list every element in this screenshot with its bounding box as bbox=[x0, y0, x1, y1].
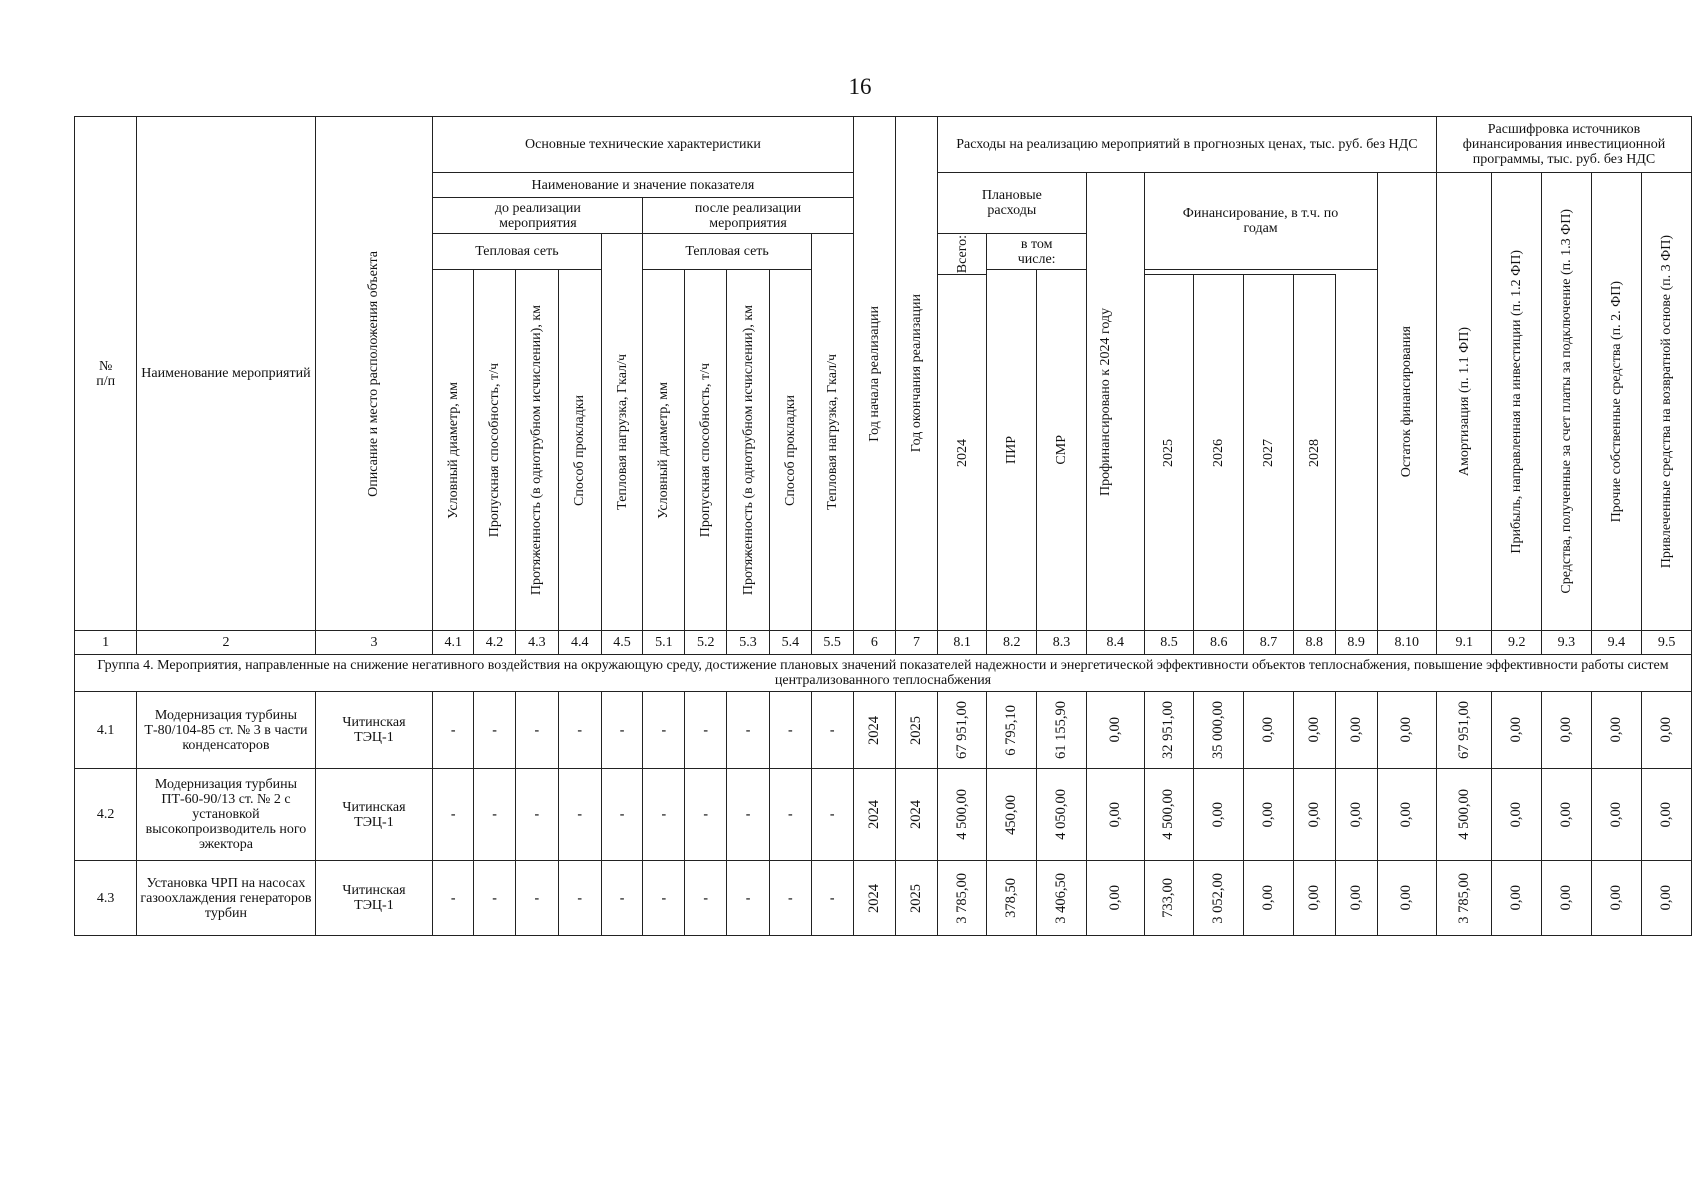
row-value: 35 000,00 bbox=[1194, 692, 1244, 769]
col-num: 7 bbox=[896, 631, 938, 655]
header-2028: 2028 bbox=[1293, 275, 1335, 631]
header-prefinanced: Профинансировано к 2024 году bbox=[1086, 173, 1144, 631]
row-value: 0,00 bbox=[1244, 861, 1294, 936]
header-sources: Расшифровка источников финансирования инвестиционной программы, тыс. руб. без НДС bbox=[1437, 117, 1692, 173]
row-dash: - bbox=[769, 861, 811, 936]
row-value: 0,00 bbox=[1086, 692, 1144, 769]
row-dash: - bbox=[433, 769, 474, 861]
row-value: 0,00 bbox=[1086, 861, 1144, 936]
row-dash: - bbox=[601, 769, 643, 861]
row-name: Модернизация турбины Т-80/104-85 ст. № 3 в части конденсаторов bbox=[137, 692, 315, 769]
row-value: 0,00 bbox=[1591, 692, 1642, 769]
col-num: 2 bbox=[137, 631, 315, 655]
row-value: 0,00 bbox=[1244, 692, 1294, 769]
row-value: 0,00 bbox=[1377, 692, 1436, 769]
row-value: 4 500,00 bbox=[1437, 769, 1492, 861]
header-2025: 2025 bbox=[1144, 275, 1194, 631]
row-dash: - bbox=[558, 692, 601, 769]
header-own: Прочие собственные средства (п. 2. ФП) bbox=[1591, 173, 1642, 631]
row-dash: - bbox=[558, 861, 601, 936]
header-capacity: Пропускная способность, т/ч bbox=[474, 270, 516, 631]
header-year-start: Год начала реализации bbox=[853, 117, 896, 631]
row-value: 0,00 bbox=[1293, 861, 1335, 936]
col-num: 5.5 bbox=[811, 631, 853, 655]
row-dash: - bbox=[515, 769, 558, 861]
col-num: 8.3 bbox=[1037, 631, 1087, 655]
row-dash: - bbox=[769, 692, 811, 769]
row-value: 0,00 bbox=[1335, 861, 1377, 936]
page-number: 16 bbox=[848, 74, 872, 99]
row-dash: - bbox=[643, 769, 685, 861]
row-value: 0,00 bbox=[1542, 861, 1592, 936]
col-num: 9.5 bbox=[1642, 631, 1692, 655]
header-profit: Прибыль, направленная на инвестиции (п. 1.2 ФП) bbox=[1492, 173, 1542, 631]
row-dash: - bbox=[474, 861, 516, 936]
header-desc-text: Описание и место расположения объекта bbox=[366, 250, 382, 497]
col-num: 8.1 bbox=[937, 631, 987, 655]
col-num: 8.5 bbox=[1144, 631, 1194, 655]
header-num: № п/п bbox=[75, 117, 137, 631]
col-num: 4.3 bbox=[515, 631, 558, 655]
row-dash: - bbox=[601, 692, 643, 769]
col-num: 8.4 bbox=[1086, 631, 1144, 655]
row-dash: - bbox=[558, 769, 601, 861]
header-planned: Плановые расходы bbox=[937, 173, 1086, 234]
row-dash: - bbox=[643, 861, 685, 936]
row-value: 0,00 bbox=[1542, 769, 1592, 861]
header-name: Наименование мероприятий bbox=[137, 117, 315, 631]
row-value: 378,50 bbox=[987, 861, 1037, 936]
row-value: 3 052,00 bbox=[1194, 861, 1244, 936]
row-desc: Читинская ТЭЦ-1 bbox=[315, 861, 433, 936]
row-value: 0,00 bbox=[1642, 692, 1692, 769]
col-num: 6 bbox=[853, 631, 896, 655]
row-value: 67 951,00 bbox=[937, 692, 987, 769]
header-heat-load: Тепловая нагрузка, Гкал/ч bbox=[601, 234, 643, 631]
header-laying-after: Способ прокладки bbox=[769, 270, 811, 631]
row-value: 61 155,90 bbox=[1037, 692, 1087, 769]
col-num: 9.2 bbox=[1492, 631, 1542, 655]
header-after: после реализации мероприятия bbox=[643, 198, 853, 234]
header-2026: 2026 bbox=[1194, 275, 1244, 631]
header-heat-net-before: Тепловая сеть bbox=[433, 234, 601, 270]
row-value: 32 951,00 bbox=[1144, 692, 1194, 769]
row-value: 2024 bbox=[853, 861, 896, 936]
header-tech-main: Основные технические характеристики bbox=[433, 117, 853, 173]
row-value: 0,00 bbox=[1642, 861, 1692, 936]
row-value: 0,00 bbox=[1542, 692, 1592, 769]
col-num: 1 bbox=[75, 631, 137, 655]
col-num: 5.1 bbox=[643, 631, 685, 655]
row-value: 0,00 bbox=[1492, 692, 1542, 769]
header-total: Всего: bbox=[937, 234, 987, 275]
header-year-end: Год окончания реализации bbox=[896, 117, 938, 631]
table-row bbox=[75, 692, 1692, 769]
col-num: 8.7 bbox=[1244, 631, 1294, 655]
row-name: Установка ЧРП на насосах газоохлаждения генераторов турбин bbox=[137, 861, 315, 936]
row-dash: - bbox=[685, 769, 727, 861]
row-value: 3 406,50 bbox=[1037, 861, 1087, 936]
row-value: 4 050,00 bbox=[1037, 769, 1087, 861]
row-num: 4.2 bbox=[75, 769, 137, 861]
row-dash: - bbox=[601, 861, 643, 936]
col-num: 8.9 bbox=[1335, 631, 1377, 655]
row-dash: - bbox=[474, 692, 516, 769]
header-cond-diam-after: Условный диаметр, мм bbox=[643, 270, 685, 631]
header-borrowed: Привлеченные средства на возвратной основе (п. 3 ФП) bbox=[1642, 173, 1692, 631]
row-value: 2025 bbox=[896, 861, 938, 936]
col-num: 4.4 bbox=[558, 631, 601, 655]
col-num: 8.8 bbox=[1293, 631, 1335, 655]
header-amort: Амортизация (п. 1.1 ФП) bbox=[1437, 173, 1492, 631]
col-num: 4.1 bbox=[433, 631, 474, 655]
row-value: 4 500,00 bbox=[937, 769, 987, 861]
col-num: 4.5 bbox=[601, 631, 643, 655]
header-before: до реализации мероприятия bbox=[433, 198, 643, 234]
header-costs: Расходы на реализацию мероприятий в прогнозных ценах, тыс. руб. без НДС bbox=[937, 117, 1436, 173]
row-dash: - bbox=[727, 769, 770, 861]
col-num: 8.2 bbox=[987, 631, 1037, 655]
col-num: 5.3 bbox=[727, 631, 770, 655]
col-num: 5.4 bbox=[769, 631, 811, 655]
row-value: 0,00 bbox=[1642, 769, 1692, 861]
header-connection: Средства, полученные за счет платы за подключение (п. 1.3 ФП) bbox=[1542, 173, 1592, 631]
col-num: 3 bbox=[315, 631, 433, 655]
row-value: 0,00 bbox=[1293, 769, 1335, 861]
header-financing: Финансирование, в т.ч. по годам bbox=[1144, 173, 1377, 270]
row-desc: Читинская ТЭЦ-1 bbox=[315, 692, 433, 769]
row-value: 67 951,00 bbox=[1437, 692, 1492, 769]
row-dash: - bbox=[643, 692, 685, 769]
col-num: 8.6 bbox=[1194, 631, 1244, 655]
column-numbers-row bbox=[75, 631, 1692, 655]
header-2027: 2027 bbox=[1244, 275, 1294, 631]
row-value: 0,00 bbox=[1591, 861, 1642, 936]
row-value: 2024 bbox=[853, 692, 896, 769]
row-dash: - bbox=[474, 769, 516, 861]
group-title: Группа 4. Мероприятия, направленные на снижение негативного воздействия на окружающую среду, достижение плановых значений показателей надежности и энергетической эффективности объектов теплоснабжения, повышение эффективности работы систем централизованного теплоснабжения bbox=[75, 655, 1692, 692]
row-value: 3 785,00 bbox=[937, 861, 987, 936]
header-cond-diam: Условный диаметр, мм bbox=[433, 270, 474, 631]
row-value: 0,00 bbox=[1591, 769, 1642, 861]
col-num: 9.3 bbox=[1542, 631, 1592, 655]
row-value: 2024 bbox=[896, 769, 938, 861]
header-incl: в том числе: bbox=[987, 234, 1087, 270]
col-num: 8.10 bbox=[1377, 631, 1436, 655]
header-tech-indicator: Наименование и значение показателя bbox=[433, 173, 853, 198]
row-dash: - bbox=[685, 692, 727, 769]
table-row bbox=[75, 861, 1692, 936]
row-dash: - bbox=[433, 692, 474, 769]
header-laying: Способ прокладки bbox=[558, 270, 601, 631]
row-dash: - bbox=[727, 861, 770, 936]
row-value: 2024 bbox=[853, 769, 896, 861]
row-value: 733,00 bbox=[1144, 861, 1194, 936]
header-capacity-after: Пропускная способность, т/ч bbox=[685, 270, 727, 631]
header-heat-load-after: Тепловая нагрузка, Гкал/ч bbox=[811, 234, 853, 631]
row-num: 4.3 bbox=[75, 861, 137, 936]
row-dash: - bbox=[515, 692, 558, 769]
header-length-after: Протяженность (в однотрубном исчислении), км bbox=[727, 270, 770, 631]
row-value: 0,00 bbox=[1086, 769, 1144, 861]
row-dash: - bbox=[811, 692, 853, 769]
row-dash: - bbox=[433, 861, 474, 936]
row-value: 0,00 bbox=[1194, 769, 1244, 861]
row-value: 0,00 bbox=[1377, 769, 1436, 861]
col-num: 4.2 bbox=[474, 631, 516, 655]
row-value: 0,00 bbox=[1377, 861, 1436, 936]
header-length: Протяженность (в однотрубном исчислении), км bbox=[515, 270, 558, 631]
row-dash: - bbox=[811, 769, 853, 861]
table-row bbox=[75, 769, 1692, 861]
row-dash: - bbox=[685, 861, 727, 936]
row-value: 0,00 bbox=[1335, 692, 1377, 769]
row-value: 0,00 bbox=[1293, 692, 1335, 769]
row-value: 0,00 bbox=[1492, 769, 1542, 861]
row-value: 3 785,00 bbox=[1437, 861, 1492, 936]
row-dash: - bbox=[515, 861, 558, 936]
header-2024: 2024 bbox=[937, 275, 987, 631]
col-num: 9.1 bbox=[1437, 631, 1492, 655]
row-dash: - bbox=[811, 861, 853, 936]
row-desc: Читинская ТЭЦ-1 bbox=[315, 769, 433, 861]
row-value: 4 500,00 bbox=[1144, 769, 1194, 861]
header-smr: СМР bbox=[1037, 270, 1087, 631]
header-pir: ПИР bbox=[987, 270, 1037, 631]
col-num: 9.4 bbox=[1591, 631, 1642, 655]
row-value: 450,00 bbox=[987, 769, 1037, 861]
row-value: 0,00 bbox=[1335, 769, 1377, 861]
row-dash: - bbox=[769, 769, 811, 861]
row-value: 6 795,10 bbox=[987, 692, 1037, 769]
investment-program-table bbox=[74, 116, 1692, 936]
header-heat-net-after: Тепловая сеть bbox=[643, 234, 811, 270]
header-remainder: Остаток финансирования bbox=[1377, 173, 1436, 631]
row-name: Модернизация турбины ПТ-60-90/13 ст. № 2 с установкой высокопроизводитель ного эжектора bbox=[137, 769, 315, 861]
row-value: 0,00 bbox=[1244, 769, 1294, 861]
header-desc bbox=[315, 117, 433, 631]
col-num: 5.2 bbox=[685, 631, 727, 655]
row-value: 2025 bbox=[896, 692, 938, 769]
row-value: 0,00 bbox=[1492, 861, 1542, 936]
row-dash: - bbox=[727, 692, 770, 769]
row-num: 4.1 bbox=[75, 692, 137, 769]
